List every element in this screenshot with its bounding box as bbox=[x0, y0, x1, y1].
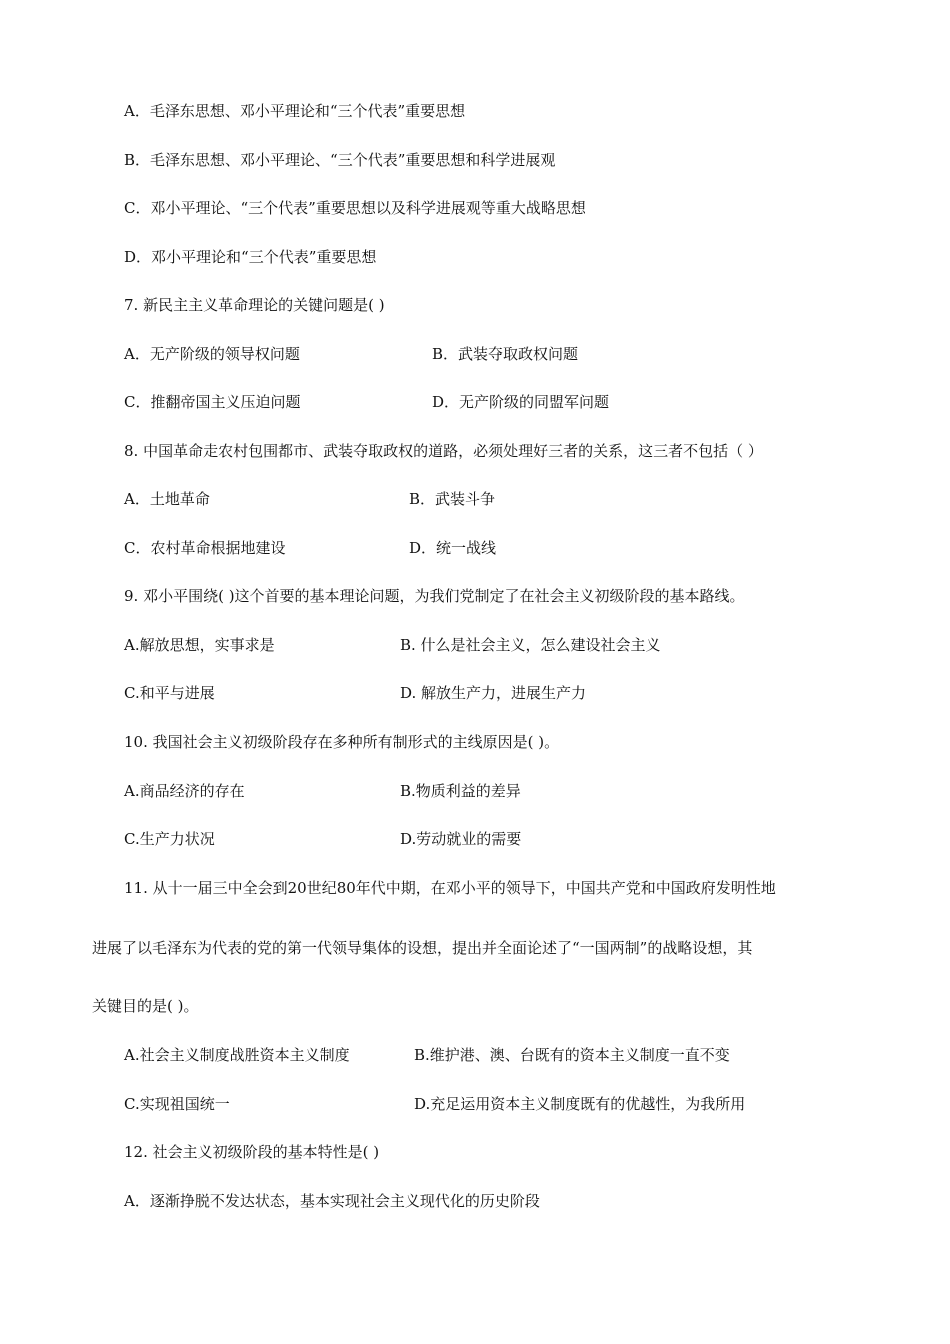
q10-stem: 10. 我国社会主义初级阶段存在多种所有制形式的主线原因是( )。 bbox=[124, 733, 560, 751]
q11-option-c: C.实现祖国统一 bbox=[124, 1095, 230, 1113]
q9-option-d: D. 解放生产力，进展生产力 bbox=[400, 684, 587, 702]
q11-option-d: D.充足运用资本主义制度既有的优越性，为我所用 bbox=[414, 1095, 746, 1113]
q7-option-a: A．无产阶级的领导权问题 bbox=[124, 345, 300, 363]
q7-stem: 7. 新民主主义革命理论的关键问题是( ) bbox=[124, 296, 385, 314]
q10-option-b: B.物质利益的差异 bbox=[400, 782, 521, 800]
q8-option-b: B．武装斗争 bbox=[409, 490, 496, 508]
q8-option-d: D．统一战线 bbox=[409, 539, 497, 557]
q7-option-c: C．推翻帝国主义压迫问题 bbox=[124, 393, 301, 411]
q11-stem-line-3: 关键目的是( )。 bbox=[92, 997, 199, 1015]
q11-option-b: B.维护港、澳、台既有的资本主义制度一直不变 bbox=[414, 1046, 730, 1064]
q9-option-b: B. 什么是社会主义，怎么建设社会主义 bbox=[400, 636, 661, 654]
q10-option-a: A.商品经济的存在 bbox=[124, 782, 245, 800]
q12-option-a: A．逐渐挣脱不发达状态，基本实现社会主义现代化的历史阶段 bbox=[124, 1192, 540, 1210]
q8-stem: 8. 中国革命走农村包围都市、武装夺取政权的道路，必须处理好三者的关系，这三者不包括（ ） bbox=[124, 442, 763, 460]
q12-stem: 12. 社会主义初级阶段的基本特性是( ) bbox=[124, 1143, 380, 1161]
q10-option-c: C.生产力状况 bbox=[124, 830, 215, 848]
q10-option-d: D.劳动就业的需要 bbox=[400, 830, 522, 848]
q6-option-c: C．邓小平理论、“三个代表”重要思想以及科学进展观等重大战略思想 bbox=[124, 199, 586, 217]
q7-option-b: B．武装夺取政权问题 bbox=[432, 345, 579, 363]
q8-option-c: C．农村革命根据地建设 bbox=[124, 539, 286, 557]
q11-option-a: A.社会主义制度战胜资本主义制度 bbox=[124, 1046, 350, 1064]
q11-stem-line-2: 进展了以毛泽东为代表的党的第一代领导集体的设想，提出并全面论述了“一国两制”的战略设想，其 bbox=[92, 939, 753, 957]
q9-stem: 9. 邓小平围绕( )这个首要的基本理论问题，为我们党制定了在社会主义初级阶段的基本路线。 bbox=[124, 587, 745, 605]
q8-option-a: A．土地革命 bbox=[124, 490, 210, 508]
q7-option-d: D．无产阶级的同盟军问题 bbox=[432, 393, 610, 411]
q6-option-a: A．毛泽东思想、邓小平理论和“三个代表”重要思想 bbox=[124, 102, 466, 120]
q9-option-c: C.和平与进展 bbox=[124, 684, 215, 702]
q11-stem-line-1: 11. 从十一届三中全会到20世纪80年代中期，在邓小平的领导下，中国共产党和中国政府发明性地 bbox=[124, 879, 776, 897]
q6-option-d: D．邓小平理论和“三个代表”重要思想 bbox=[124, 248, 377, 266]
q9-option-a: A.解放思想，实事求是 bbox=[124, 636, 275, 654]
q6-option-b: B．毛泽东思想、邓小平理论、“三个代表”重要思想和科学进展观 bbox=[124, 151, 556, 169]
